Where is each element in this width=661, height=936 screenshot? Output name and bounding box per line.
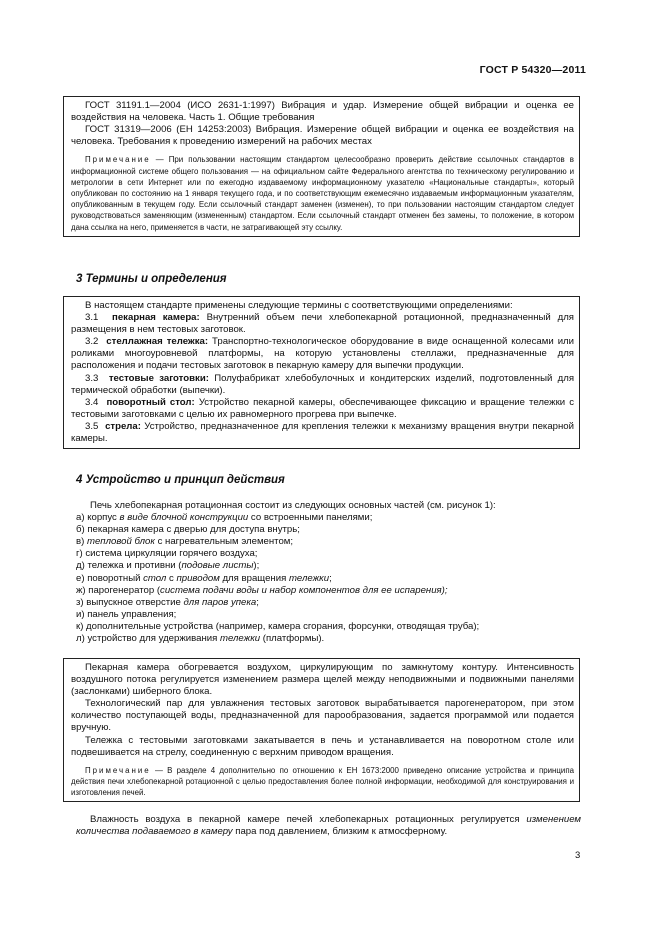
terms-box (63, 296, 580, 449)
list-item: л) устройство для удерживания тележки (платформы). (76, 633, 325, 645)
list-item: к) дополнительные устройства (например, камера сгорания, форсунки, отводящая труба); (76, 620, 480, 632)
term-item (71, 312, 574, 336)
term-item (71, 397, 574, 421)
reference-item: ГОСТ 31319—2006 (ЕН 14253:2003) Вибрация. Измерение общей вибрации и оценка ее воздействия на человека. Требования к проведению измерений на рабочих местах (71, 124, 574, 148)
list-item: а) корпус в виде блочной конструкции со встроенными панелями; (76, 512, 373, 524)
term-definition: Устройство пекарной камеры, обеспечивающее фиксацию и вращение тележки с тестовыми заготовками с целью их равномерного прогрева при выпечке. (71, 396, 574, 420)
term-definition: Внутренний объем печи хлебопекарной ротационной, предназначенный для размещения в нем тестовых заготовок. (71, 312, 574, 336)
note-text: — При пользовании настоящим стандартом целесообразно проверить действие ссылочных стандартов в информационной системе общего пользования — на официальном сайте Федерального агентства по техническому регулированию и метрологии в сети Интернет или по ежегодно издаваемому информационному указателю «Национальные стандарты», который опубликован по состоянию на 1 января текущего года, и по соответствующим ежемесячно издаваемым информационным указателям, опубликованным в текущем году. Если ссылочный стандарт заменен (изменен), то при пользовании настоящим стандартом следует руководствоваться заменяющим (измененным) стандартом. Если ссылочный стандарт отменен без замены, то положение, в котором дана ссылка на него, применяется в части, не затрагивающей эту ссылку. (71, 155, 574, 232)
document-header: ГОСТ Р 54320—2011 (479, 64, 586, 76)
list-item: г) система циркуляции горячего воздуха; (76, 548, 258, 560)
term-number: 3.1 (85, 312, 99, 324)
list-item: е) поворотный стол с приводом для вращения тележки; (76, 572, 332, 584)
term-name: поворотный стол: (106, 396, 195, 408)
note-text: — В разделе 4 дополнительно по отношению к ЕН 1673:2000 приведено описание устройства и принципа действия печи хлебопекарной ротационной с целью предоставления более полной информации, необходимой для конструирования и изготовления печей. (71, 765, 574, 798)
note-paragraph (71, 154, 574, 232)
principle-paragraph: Пекарная камера обогревается воздухом, циркулирующим по замкнутому контуру. Интенсивность воздушного потока регулируется изменением размера щелей между неподвижными и подвижными панелями (заслонками) шиберного блока. (71, 662, 574, 698)
term-name: пекарная камера: (112, 312, 200, 324)
list-item: и) панель управления; (76, 608, 177, 620)
reference-item: ГОСТ 31191.1—2004 (ИСО 2631-1:1997) Вибрация и удар. Измерение общей вибрации и оценка ее воздействия на человека. Часть 1. Общие требования (71, 100, 574, 124)
term-definition: Устройство, предназначенное для крепления тележки к механизму вращения внутри пекарной камеры. (71, 420, 574, 445)
term-definition: Полуфабрикат хлебобулочных и кондитерских изделий, подготовленный для термической обработки (выпечки). (71, 372, 575, 396)
term-name: стеллажная тележка: (106, 336, 209, 348)
list-item: ж) парогенератор (система подачи воды и набор компонентов для ее испарения); (76, 584, 448, 596)
page-number: 3 (575, 850, 581, 861)
note-label: Примечание (85, 765, 151, 775)
section-3-title: 3 Термины и определения (76, 273, 227, 285)
humidity-paragraph: Влажность воздуха в пекарной камере печей хлебопекарных ротационных регулируется изменением количества подаваемого в камеру пара под давлением, близким к атмосферному. (76, 814, 581, 838)
term-item (71, 373, 574, 397)
term-item (71, 421, 574, 445)
principle-box (63, 658, 580, 802)
term-item (71, 336, 574, 372)
list-item: б) пекарная камера с дверью для доступа внутрь; (76, 524, 300, 536)
principle-paragraph: Технологический пар для увлажнения тестовых заготовок вырабатывается парогенератором, при этом количество поступающей воды, предназначенной для парообразования, задается программой или подается вручную. (71, 698, 574, 734)
terms-intro: В настоящем стандарте применены следующие термины с соответствующими определениями: (85, 300, 513, 311)
term-number: 3.5 (85, 420, 99, 432)
list-item: з) выпускное отверстие для паров упека; (76, 596, 259, 608)
term-name: тестовые заготовки: (108, 372, 209, 384)
components-intro: Печь хлебопекарная ротационная состоит из следующих основных частей (см. рисунок 1): (90, 500, 496, 511)
components-list (76, 500, 581, 645)
term-number: 3.3 (85, 372, 99, 384)
section-4-title: 4 Устройство и принцип действия (76, 474, 285, 486)
list-item: в) тепловой блок с нагревательным элементом; (76, 536, 294, 548)
term-definition: Транспортно-технологическое оборудование в виде оснащенной колесами или роликами многоуровневой платформы, на которую установлены стеллажи, предназначенные для расположения и подачи тестовых заготовок в пекарную камеру для выпечки продукции. (71, 336, 575, 372)
term-number: 3.4 (85, 396, 99, 408)
note-paragraph (71, 765, 574, 799)
term-number: 3.2 (85, 336, 99, 348)
list-item: д) тележка и противни (подовые листы); (76, 560, 260, 572)
term-name: стрела: (105, 420, 141, 432)
principle-paragraph: Тележка с тестовыми заготовками закатывается в печь и устанавливается на поворотном столе или подвешивается на стрелу, соединенную с верхним приводом вращения. (71, 734, 574, 758)
note-label: Примечание (85, 155, 151, 165)
references-box (63, 96, 580, 237)
